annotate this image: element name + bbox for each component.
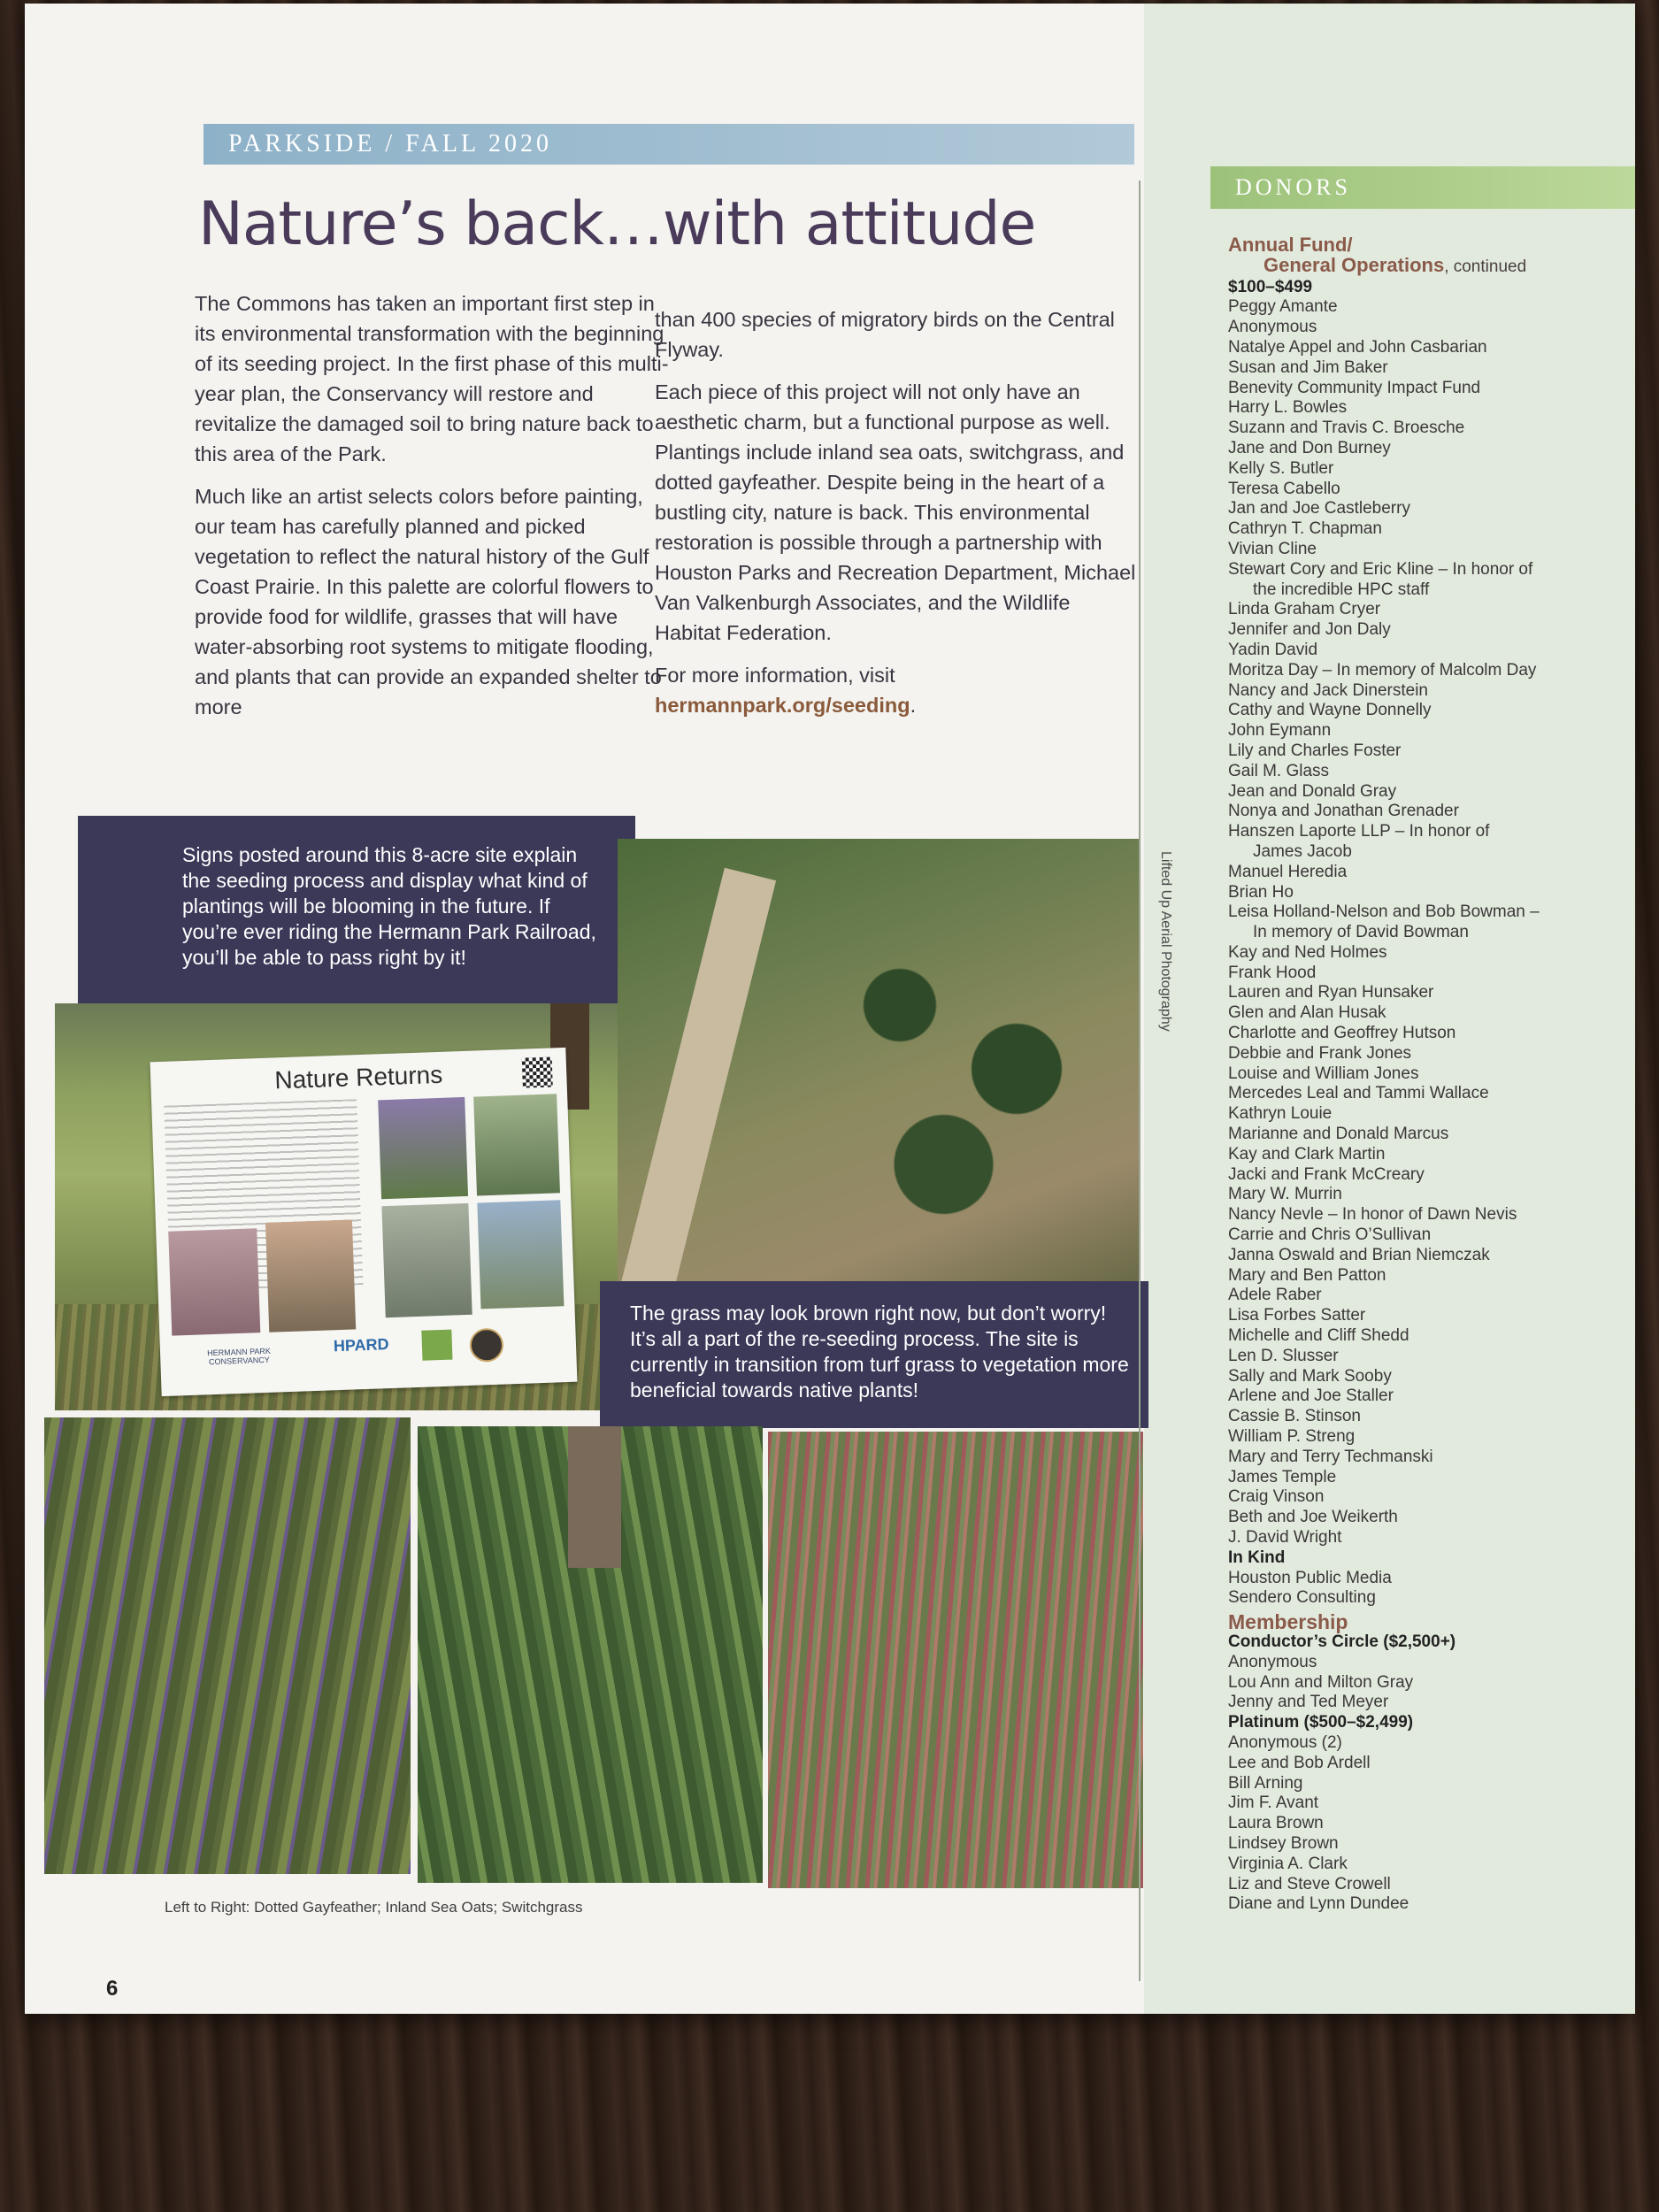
continued-label: , continued xyxy=(1444,257,1527,276)
sign-photo-seedheads xyxy=(265,1219,356,1332)
donor-name: Nancy Nevle – In honor of Dawn Nevis xyxy=(1228,1205,1517,1225)
grass-caption: The grass may look brown right now, but don’t worry! It’s all a part of the re-seeding process. The site is currently in transition from turf grass to vegetation more beneficial towards native plants! xyxy=(630,1302,1129,1402)
donor-name: Diane and Lynn Dundee xyxy=(1228,1894,1409,1914)
donor-name: Anonymous (2) xyxy=(1228,1732,1342,1752)
donor-name: Carrie and Chris O’Sullivan xyxy=(1228,1225,1432,1245)
article-title: Nature’s back…with attitude xyxy=(198,189,1036,259)
sign-photo-switchgrass xyxy=(168,1228,260,1335)
donor-name: the incredible HPC staff xyxy=(1253,580,1430,599)
donors-header: DONORS xyxy=(1210,166,1635,209)
donor-name: Benevity Community Impact Fund xyxy=(1228,378,1481,397)
donor-name: Suzann and Travis C. Broesche xyxy=(1228,419,1465,438)
donor-name: Charlotte and Geoffrey Hutson xyxy=(1228,1024,1456,1043)
donor-name: Louise and William Jones xyxy=(1228,1064,1419,1083)
seeding-link[interactable]: hermannpark.org/seeding xyxy=(655,694,910,717)
donor-name: Lou Ann and Milton Gray xyxy=(1228,1672,1414,1692)
donor-name: J. David Wright xyxy=(1228,1528,1342,1547)
donor-names-platinum xyxy=(1228,1733,1617,1915)
paragraph: than 400 species of migratory birds on the Central Flyway. xyxy=(655,308,1115,361)
tree-trunk xyxy=(568,1426,621,1568)
qr-code xyxy=(522,1056,553,1087)
donor-name: Jacki and Frank McCreary xyxy=(1228,1164,1425,1184)
donor-name: Virginia A. Clark xyxy=(1228,1854,1348,1873)
platinum-heading: Platinum ($500–$2,499) xyxy=(1228,1713,1414,1732)
donor-name: Kathryn Louie xyxy=(1228,1104,1333,1124)
column-divider xyxy=(1139,180,1141,1981)
donor-name: Mary and Terry Techmanski xyxy=(1228,1447,1433,1466)
donor-names-conductor xyxy=(1228,1653,1617,1713)
donor-name: Liz and Steve Crowell xyxy=(1228,1874,1391,1893)
partner-logo-green xyxy=(421,1330,452,1361)
donor-name: Lisa Forbes Satter xyxy=(1228,1306,1366,1325)
donor-name: Janna Oswald and Brian Niemczak xyxy=(1228,1245,1490,1264)
donor-name: In memory of David Bowman xyxy=(1253,923,1469,942)
sign-photo-bluestem xyxy=(381,1203,472,1317)
donor-name: Len D. Slusser xyxy=(1228,1346,1339,1365)
donor-name: James Temple xyxy=(1228,1467,1337,1486)
more-info-label: For more information, visit xyxy=(655,664,895,687)
partner-logo-seal xyxy=(469,1328,503,1363)
article-column-2 xyxy=(655,304,1140,733)
photo-credit: Lifted Up Aerial Photography xyxy=(1158,851,1173,1032)
sign-photo-gayfeather xyxy=(378,1097,468,1199)
donor-name: Stewart Cory and Eric Kline – In honor of xyxy=(1228,559,1533,579)
giving-level: $100–$499 xyxy=(1228,277,1313,296)
donor-name: Glen and Alan Husak xyxy=(1228,1003,1386,1023)
donor-name: Frank Hood xyxy=(1228,963,1317,982)
donor-name: Vivian Cline xyxy=(1228,539,1317,558)
donor-name: Linda Graham Cryer xyxy=(1228,600,1381,619)
donor-name: Adele Raber xyxy=(1228,1286,1322,1305)
donor-name: Jenny and Ted Meyer xyxy=(1228,1693,1389,1712)
donor-name: Lauren and Ryan Hunsaker xyxy=(1228,983,1434,1002)
nature-returns-sign xyxy=(150,1048,578,1396)
donor-name: Teresa Cabello xyxy=(1228,479,1340,498)
donor-name: Cathryn T. Chapman xyxy=(1228,519,1382,539)
donor-name: Nancy and Jack Dinerstein xyxy=(1228,680,1428,700)
section-subtitle: General Operations, continued xyxy=(1263,253,1527,276)
hermann-park-logo: HERMANN PARK CONSERVANCY xyxy=(206,1346,272,1367)
conductor-circle-heading: Conductor’s Circle ($2,500+) xyxy=(1228,1632,1456,1651)
donor-names-100-499 xyxy=(1228,297,1617,1548)
donor-list xyxy=(1228,235,1617,1915)
more-info xyxy=(655,660,1140,720)
paragraph: Much like an artist selects colors before painting, our team has carefully planned and picked vegetation to reflect the natural history of the Gulf Coast Prairie. In this palette are colorful flowers to provide food for wildlife, grasses that will have water-absorbing root systems to mitigate flooding, and plants that can provide an expanded shelter to more xyxy=(195,485,662,718)
donor-names-in-kind xyxy=(1228,1569,1617,1609)
donor-name: Yadin David xyxy=(1228,640,1318,659)
donor-name: Debbie and Frank Jones xyxy=(1228,1043,1412,1063)
aerial-path xyxy=(618,868,776,1281)
donor-name: Mercedes Leal and Tammi Wallace xyxy=(1228,1084,1489,1103)
donor-name: Kay and Clark Martin xyxy=(1228,1144,1386,1164)
donor-name: William P. Streng xyxy=(1228,1427,1356,1447)
donor-name: Jane and Don Burney xyxy=(1228,438,1391,457)
donor-name: Jennifer and Jon Daly xyxy=(1228,620,1391,640)
donor-name: Gail M. Glass xyxy=(1228,761,1330,780)
donor-name: Susan and Jim Baker xyxy=(1228,357,1388,377)
sign-photo-grass xyxy=(473,1094,560,1195)
donor-name: John Eymann xyxy=(1228,721,1332,741)
section-title: Annual Fund/ xyxy=(1228,234,1353,256)
donor-name: Arlene and Joe Staller xyxy=(1228,1386,1394,1406)
donor-name: James Jacob xyxy=(1253,841,1352,861)
donor-name: Marianne and Donald Marcus xyxy=(1228,1125,1449,1144)
donor-name: Peggy Amante xyxy=(1228,297,1338,317)
membership-heading: Membership xyxy=(1228,1610,1348,1634)
paragraph: Each piece of this project will not only have an aesthetic charm, but a functional purpose as well. Plantings include inland sea oats, switchgrass, and dotted gayfeather. Despite being in the heart of a bustling city, nature is back. This environmental restoration is possible through a partnership with Houston Parks and Recreation Department, Michael Van Valkenburgh Associates, and the Wildlife Habitat Federation. xyxy=(655,380,1136,644)
donor-name: Anonymous xyxy=(1228,1652,1317,1671)
donor-name: Kay and Ned Holmes xyxy=(1228,942,1387,962)
donor-name: Sally and Mark Sooby xyxy=(1228,1366,1392,1386)
page-number: 6 xyxy=(106,1977,119,2001)
donor-name: Mary and Ben Patton xyxy=(1228,1265,1386,1285)
aerial-photo xyxy=(618,839,1140,1281)
donor-name: Cassie B. Stinson xyxy=(1228,1407,1361,1426)
bottom-photo-caption: Left to Right: Dotted Gayfeather; Inland Sea Oats; Switchgrass xyxy=(165,1899,583,1916)
sign-title: Nature Returns xyxy=(273,1060,443,1094)
donor-name: Michelle and Cliff Shedd xyxy=(1228,1326,1409,1346)
donor-name: Cathy and Wayne Donnelly xyxy=(1228,701,1432,720)
aerial-trees xyxy=(812,910,1104,1228)
signs-caption: Signs posted around this 8-acre site explain the seeding process and display what kind of plantings will be blooming in the future. If you’re ever riding the Hermann Park Railroad, you’ll be able to pass right by it! xyxy=(182,843,596,969)
donor-name: Bill Arning xyxy=(1228,1773,1303,1793)
section-band: PARKSIDE / FALL 2020 xyxy=(204,124,1134,165)
donor-name: Beth and Joe Weikerth xyxy=(1228,1508,1398,1527)
paragraph: The Commons has taken an important first step in its environmental transformation with the beginning of its seeding project. In the first phase of this multi-year plan, the Conservancy will restore and revitalize the damaged soil to bring nature back to this area of the Park. xyxy=(195,292,669,465)
donor-name: Hanszen Laporte LLP – In honor of xyxy=(1228,822,1490,841)
donor-name: Natalye Appel and John Casbarian xyxy=(1228,337,1487,357)
donor-name: Kelly S. Butler xyxy=(1228,458,1334,478)
donor-name: Craig Vinson xyxy=(1228,1487,1325,1507)
sign-photo-prairie xyxy=(477,1200,564,1309)
donor-name: Manuel Heredia xyxy=(1228,862,1348,881)
grass-caption-box xyxy=(600,1281,1148,1428)
hpard-logo: HPARD xyxy=(333,1335,389,1356)
donor-name: Jean and Donald Gray xyxy=(1228,781,1397,801)
in-kind-heading: In Kind xyxy=(1228,1548,1286,1567)
magazine-page xyxy=(25,4,1635,2014)
donor-name: Sendero Consulting xyxy=(1228,1588,1376,1608)
donor-name: Lily and Charles Foster xyxy=(1228,741,1402,760)
donor-name: Leisa Holland-Nelson and Bob Bowman – xyxy=(1228,902,1540,922)
donor-name: Anonymous xyxy=(1228,318,1317,337)
donor-name: Jim F. Avant xyxy=(1228,1793,1319,1813)
switchgrass-photo xyxy=(768,1432,1143,1888)
dotted-gayfeather-photo xyxy=(44,1417,411,1874)
article-column-1 xyxy=(195,288,671,734)
donor-name: Jan and Joe Castleberry xyxy=(1228,499,1410,518)
donor-name: Houston Public Media xyxy=(1228,1568,1392,1587)
donor-name: Lindsey Brown xyxy=(1228,1833,1339,1853)
link-period: . xyxy=(910,694,917,717)
donor-name: Lee and Bob Ardell xyxy=(1228,1753,1371,1772)
donor-name: Brian Ho xyxy=(1228,882,1294,902)
donor-name: Nonya and Jonathan Grenader xyxy=(1228,802,1459,821)
donor-name: Harry L. Bowles xyxy=(1228,398,1348,418)
inland-sea-oats-photo xyxy=(418,1426,763,1883)
donor-name: Laura Brown xyxy=(1228,1814,1324,1833)
donor-name: Mary W. Murrin xyxy=(1228,1185,1342,1204)
donor-name: Moritza Day – In memory of Malcolm Day xyxy=(1228,660,1537,680)
signs-caption-box xyxy=(78,816,635,1005)
